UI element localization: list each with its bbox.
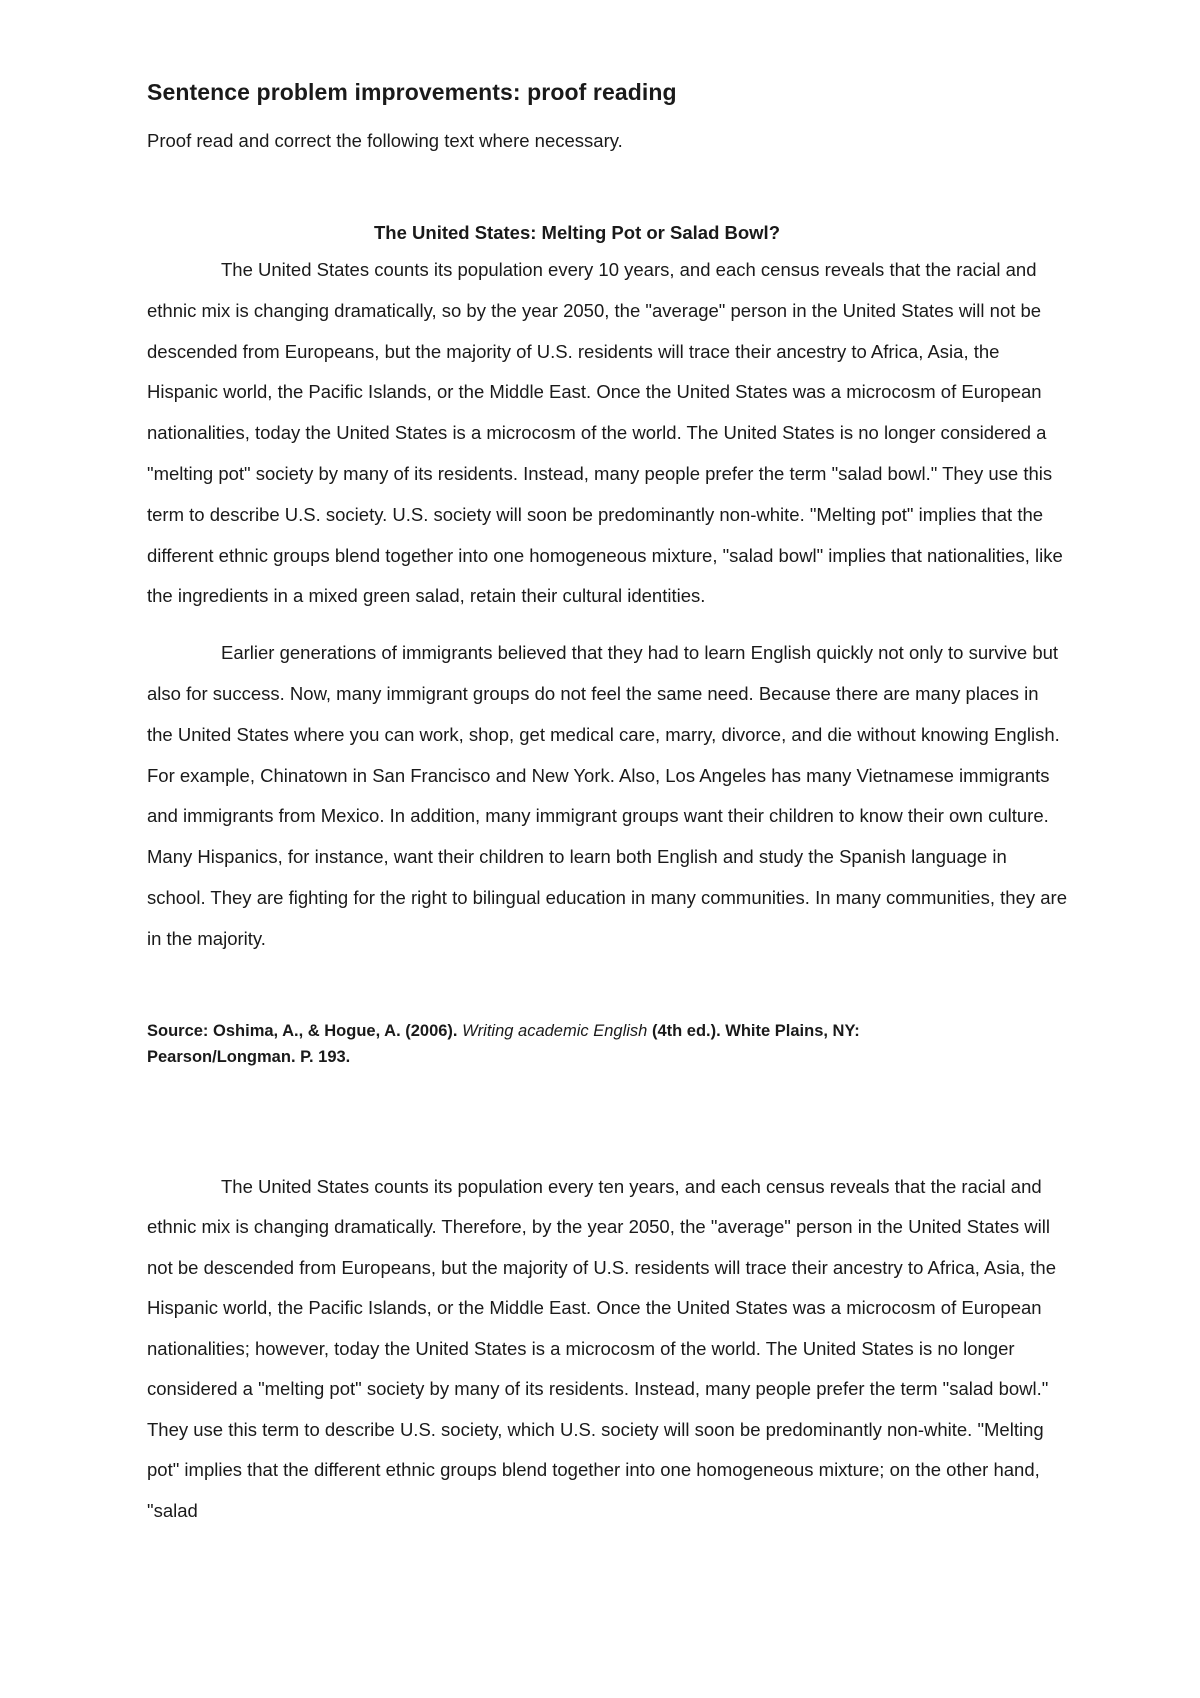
passage-title: The United States: Melting Pot or Salad Bowl?	[374, 222, 780, 243]
source-prefix: Source: Oshima, A., & Hogue, A. (2006).	[147, 1021, 463, 1040]
corrected-text-section	[147, 1167, 1067, 1532]
original-paragraph-2: Earlier generations of immigrants believed that they had to learn English quickly not only to survive but also for success. Now, many immigrant groups do not feel the same need. Because there are many places in the United States where you can work, shop, get medical care, marry, divorce, and die without knowing English. For example, Chinatown in San Francisco and New York. Also, Los Angeles has many Vietnamese immigrants and immigrants from Mexico. In addition, many immigrant groups want their children to know their own culture. Many Hispanics, for instance, want their children to learn both English and study the Spanish language in school. They are fighting for the right to bilingual education in many communities. In many communities, they are in the majority.	[147, 642, 1067, 949]
source-book-title: Writing academic English	[462, 1021, 648, 1040]
instructions-text: Proof read and correct the following text where necessary.	[147, 130, 623, 151]
source-suffix: (4th ed.). White Plains, NY: Pearson/Longman. P. 193.	[147, 1021, 860, 1066]
document-content	[147, 74, 1067, 1531]
source-citation	[147, 1018, 907, 1070]
original-paragraph-1: The United States counts its population every 10 years, and each census reveals that the racial and ethnic mix is changing dramatically, so by the year 2050, the "average" person in the United States will not be descended from Europeans, but the majority of U.S. residents will trace their ancestry to Africa, Asia, the Hispanic world, the Pacific Islands, or the Middle East. Once the United States was a microcosm of European nationalities, today the United States is a microcosm of the world. The United States is no longer considered a "melting pot" society by many of its residents. Instead, many people prefer the term "salad bowl." They use this term to describe U.S. society. U.S. society will soon be predominantly non-white. "Melting pot" implies that the different ethnic groups blend together into one homogeneous mixture, "salad bowl" implies that nationalities, like the ingredients in a mixed green salad, retain their cultural identities.	[147, 259, 1063, 607]
page-title: Sentence problem improvements: proof reading	[147, 79, 677, 105]
corrected-paragraph-1: The United States counts its population every ten years, and each census reveals that the racial and ethnic mix is changing dramatically. Therefore, by the year 2050, the "average" person in the United States will not be descended from Europeans, but the majority of U.S. residents will trace their ancestry to Africa, Asia, the Hispanic world, the Pacific Islands, or the Middle East. Once the United States was a microcosm of European nationalities; however, today the United States is a microcosm of the world. The United States is no longer considered a "melting pot" society by many of its residents. Instead, many people prefer the term "salad bowl." They use this term to describe U.S. society, which U.S. society will soon be predominantly non-white. "Melting pot" implies that the different ethnic groups blend together into one homogeneous mixture; on the other hand, "salad	[147, 1175, 1057, 1521]
